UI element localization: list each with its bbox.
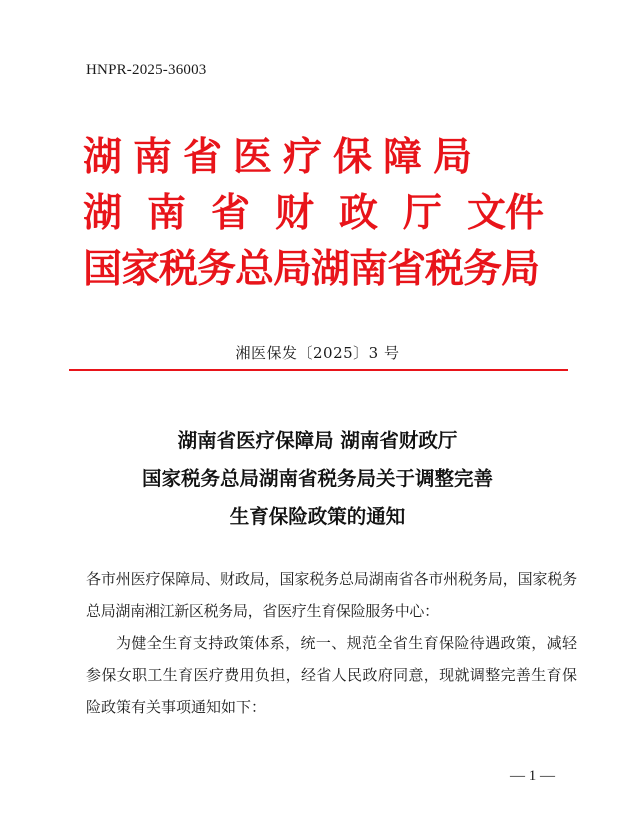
document-number: 湘医保发〔2025〕3 号 xyxy=(235,344,400,362)
red-divider xyxy=(69,369,568,371)
issuer-line-2 xyxy=(83,188,573,240)
document-body xyxy=(86,563,577,723)
salutation: 各市州医疗保障局、财政局，国家税务总局湖南省各市州税务局，国家税务总局湖南湘江新区税务局，省医疗生育保险服务中心： xyxy=(86,570,577,620)
issuer-name: 国家税务总局湖南省税务局 xyxy=(83,247,540,292)
issuer-line-3 xyxy=(83,244,573,296)
body-paragraph: 为健全生育支持政策体系，统一、规范全省生育保险待遇政策，减轻参保女职工生育医疗费用负担，经省人民政府同意，现就调整完善生育保险政策有关事项通知如下： xyxy=(86,634,577,716)
issuer-suffix: 文件 xyxy=(467,191,544,236)
title-line-1: 湖南省医疗保障局 湖南省财政厅 xyxy=(177,429,458,452)
issuer-line-1 xyxy=(83,132,573,184)
issuer-name: 湖南省财政厅 xyxy=(83,191,468,236)
title-line-2: 国家税务总局湖南省税务局关于调整完善 xyxy=(141,467,493,490)
document-title xyxy=(0,422,635,536)
title-line-3: 生育保险政策的通知 xyxy=(229,505,406,528)
document-id: HNPR-2025-36003 xyxy=(86,62,207,78)
issuer-name: 湖南省医疗保障局 xyxy=(83,135,484,180)
page-number: — 1 — xyxy=(510,768,555,784)
